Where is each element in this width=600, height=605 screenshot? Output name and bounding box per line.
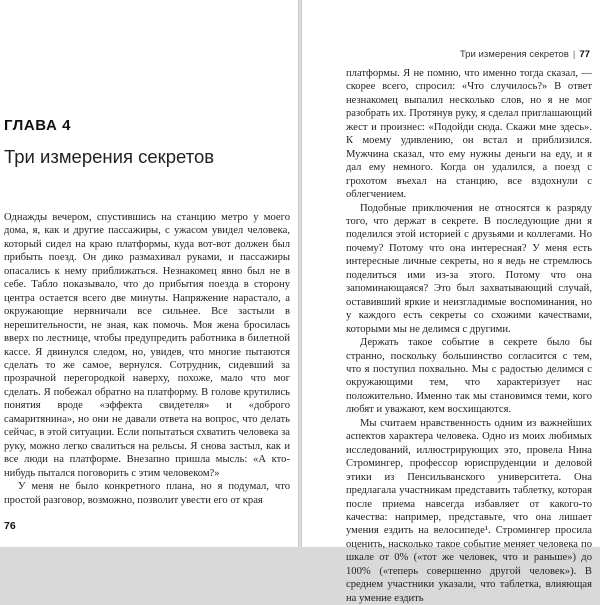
chapter-label: ГЛАВА 4 — [4, 117, 72, 134]
paragraph: У меня не было конкретного плана, но я подумал, что простой разговор, возможно, позволит увести его от края — [4, 481, 290, 506]
running-header-separator: | — [572, 49, 576, 60]
right-page — [302, 0, 600, 604]
left-page — [0, 0, 298, 547]
right-body-text — [346, 67, 592, 605]
running-header — [460, 49, 590, 60]
page-number-right: 77 — [579, 49, 590, 60]
page-number-left: 76 — [4, 520, 16, 532]
running-header-title: Три измерения секретов — [459, 49, 569, 60]
left-body-text — [4, 211, 290, 507]
paragraph: Однажды вечером, спустившись на станцию метро у моего дома, я, как и другие пассажиры, с ужасом увидел человека, который сидел на краю платформы, куда вот-вот должен был прибыть поезд. Он дико размахивал руками, и пассажиры опасались к нему приближаться. Незнакомец явно был не в себе. Табло показывало, что до прибытия поезда в сторону центра остается всего две минуты. Напряжение нарастало, а окружающие нервничали все сильнее. Все застыли в нерешительности, не зная, как помочь. Моя жена бросилась вверх по лестнице, чтобы предупредить работника в билетной кассе. Я двинулся следом, но, увидев, что многие пытаются сделать то же самое, вернулся. Сотрудник, сидевший за прозрачной перегородкой наверху, похоже, мало что мог сделать. Я побежал обратно на платформу. В голове крутились понятия вроде «эффекта свидетеля» и «доброго самаритянина», но они не давали ответа на вопрос, что делать сейчас, в этой ситуации. Если попытаться схватить человека за руку, можно легко свалиться на рельсы. Я снова застыл, как и все люди на платформе. Внезапно пришла мысль: «А кто-нибудь пытался поговорить с этим человеком?» — [4, 212, 290, 479]
paragraph: Мы считаем нравственность одним из важнейших аспектов характера человека. Одно из моих любимых исследований, иллюстрирующих это, провела Нина Стромингер, профессор юриспруденции и деловой этики из Пенсильванского университета. Она предлагала участникам представить таблетку, которая после приема навсегда избавляет от какого-то качества: например, представьте, что она лишает умения ездить на велосипеде¹. Стромингер просила оценить, насколько такое событие меняет человека по шкале от 0% («тот же человек, что и раньше») до 100% («теперь совершенно другой человек»). В среднем участники указали, что таблетка, влияющая на умение ездить — [346, 417, 592, 604]
chapter-title: Три измерения секретов — [4, 146, 215, 167]
paragraph: Держать такое событие в секрете было бы странно, поскольку большинство согласится с тем, что я поступил похвально. Мы с радостью делимся с окружающими тем, что характеризует нас положительно. Именно так мы становимся теми, кого любят и уважают, кем восхищаются. — [346, 337, 592, 416]
paragraph: платформы. Я не помню, что именно тогда сказал, — скорее всего, спросил: «Что случилось?» В ответ незнакомец выпалил несколько слов, но я не мог разобрать их. Протянув руку, я сделал приглашающий жест и произнес: «Подойди сюда. Скажи мне здесь». К моему удивлению, он встал и приблизился. Мужчина сказал, что ему нужны деньги на еду, и я дал ему немного. Когда он удалился, а поезд с грохотом въехал на станцию, все вздохнули с облегчением. — [346, 68, 592, 201]
paragraph: Подобные приключения не относятся к разряду того, что держат в секрете. В последующие дни я поделился этой историей с друзьями и коллегами. Но почему? Потому что она интересная? У меня есть интересные личные секреты, но я ведь не стремлюсь поделиться ими из-за этого. Потому что она запоминающаяся? Это был захватывающий случай, оставивший яркие и неизгладимые воспоминания, но у каждого есть секреты со схожими качествами, которыми мы не делимся с другими. — [346, 202, 592, 335]
